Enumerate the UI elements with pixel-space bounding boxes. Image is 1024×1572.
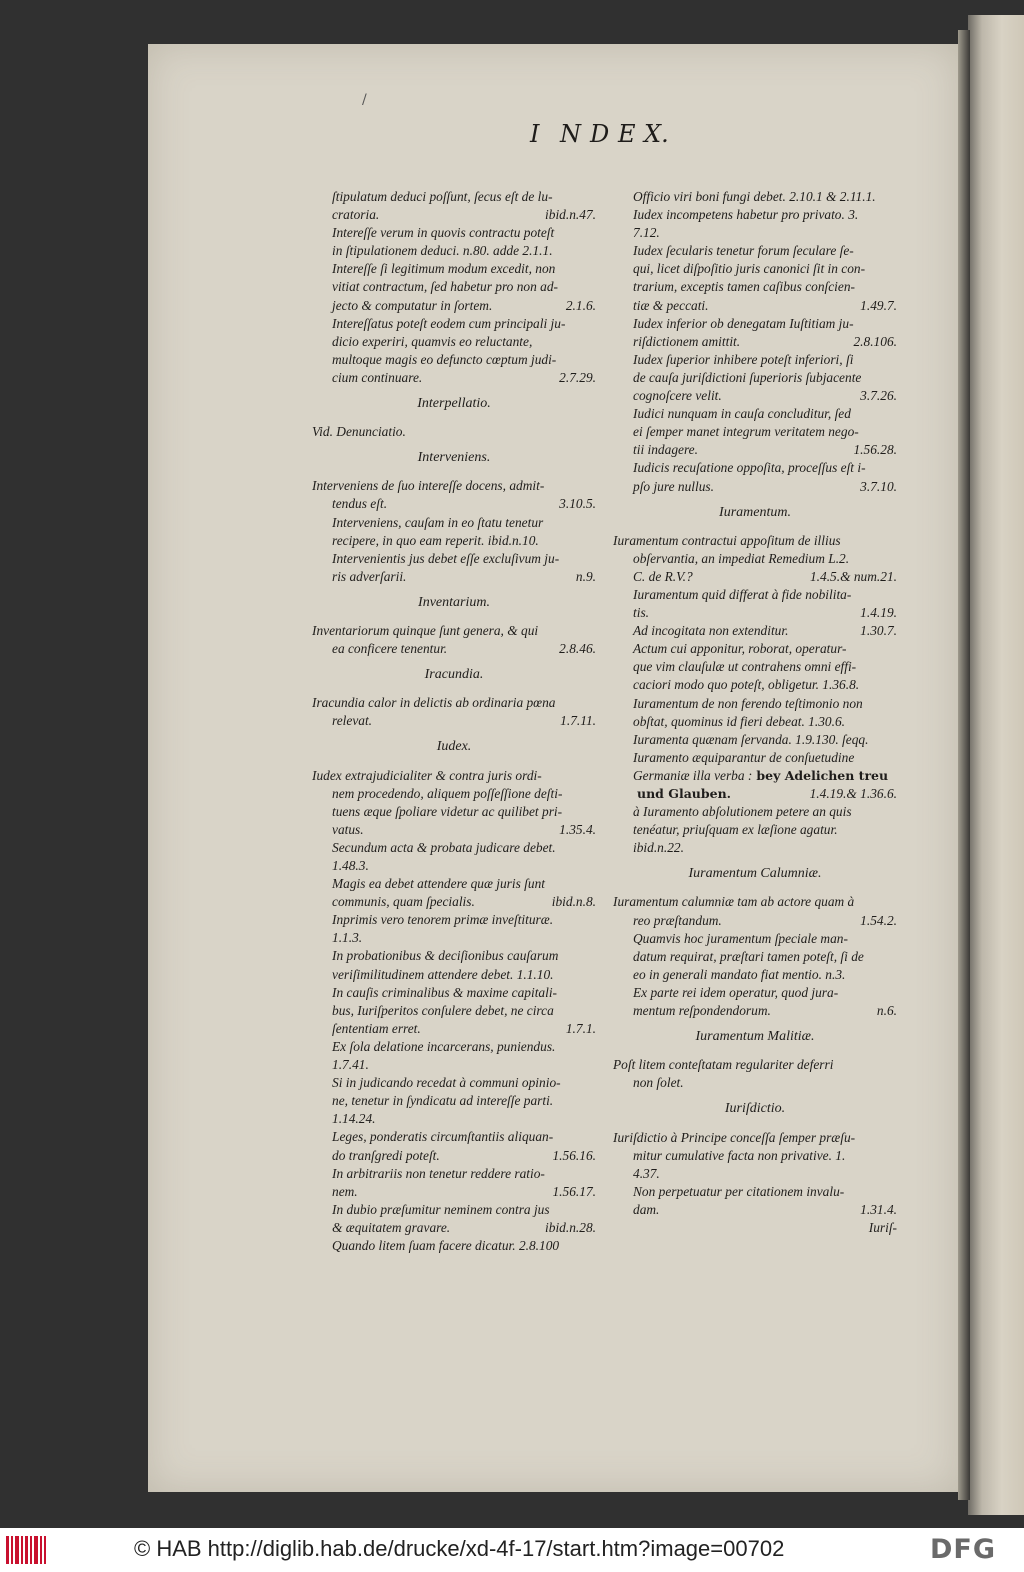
- index-entry-text: Quando litem ſuam facere dicatur. 2.8.100: [332, 1237, 560, 1253]
- index-column-left: [312, 188, 596, 1255]
- index-line: [613, 423, 897, 441]
- index-reference: ibid.n.8.: [551, 894, 596, 910]
- index-entry-text: nem.: [332, 1183, 358, 1199]
- index-line: [613, 1147, 897, 1165]
- index-line: [613, 441, 897, 459]
- fraktur-text: bey Adelichen treu: [756, 767, 889, 783]
- facing-page-edge: [968, 15, 1024, 1515]
- index-line: [312, 640, 596, 658]
- index-line: [613, 405, 897, 423]
- index-entry-text: de cauſa juriſdictioni ſuperioris ſubjacente: [633, 369, 862, 385]
- index-reference: ibid.n.28.: [545, 1219, 596, 1235]
- index-line: [613, 1074, 897, 1092]
- index-line: [312, 550, 596, 568]
- index-reference: 1.4.5.& num.21.: [809, 568, 897, 584]
- index-entry-text: 1.1.3.: [332, 930, 363, 946]
- index-line: [613, 297, 897, 315]
- index-entry-text: ibid.n.22.: [633, 840, 684, 856]
- index-line: [613, 333, 897, 351]
- index-line: [312, 785, 596, 803]
- index-entry-text: Iudex incompetens habetur pro privato. 3.: [633, 207, 859, 223]
- index-entry-text: riſdictionem amittit.: [633, 333, 741, 349]
- index-line: [312, 1038, 596, 1056]
- index-reference: 1.30.7.: [860, 623, 897, 639]
- index-entry-text: eo in generali mandato fiat mentio. n.3.: [633, 966, 846, 982]
- index-line: [312, 947, 596, 965]
- index-entry-text: Interveniens de ſuo intereſſe docens, admit-: [312, 478, 545, 494]
- index-entry-text: do tranſgredi poteſt.: [332, 1147, 440, 1163]
- index-line: [312, 333, 596, 351]
- index-entry-text: Officio viri boni fungi debet. 2.10.1 & 2.11.1.: [633, 189, 876, 204]
- index-line: [312, 1002, 596, 1020]
- library-barcode-icon: [6, 1536, 46, 1564]
- index-entry-text: ea conficere tenentur.: [332, 641, 448, 657]
- index-line: [312, 315, 596, 333]
- index-entry-text: 1.14.24.: [332, 1111, 376, 1127]
- index-entry-text: Iudici nunquam in cauſa concluditur, ſed: [633, 406, 851, 422]
- index-line: [312, 984, 596, 1002]
- index-reference: 1.7.1.: [565, 1020, 596, 1036]
- index-entry-text: ſententiam erret.: [332, 1020, 421, 1036]
- index-line: [613, 206, 897, 224]
- index-line: [312, 821, 596, 839]
- index-line: [312, 1110, 596, 1128]
- index-line: [312, 297, 596, 315]
- index-entry-text: ris adverſarii.: [332, 568, 407, 584]
- index-entry-text: Iudex ſecularis tenetur forum ſeculare ſe-: [633, 243, 854, 259]
- index-entry-text: Ex ſola delatione incarcerans, puniendus.: [332, 1038, 556, 1054]
- index-line: [613, 767, 897, 785]
- index-line: [613, 803, 897, 821]
- index-line: [312, 622, 596, 640]
- header-letter: N: [560, 120, 581, 148]
- index-entry-text: dam.: [633, 1201, 660, 1217]
- index-line: [312, 188, 596, 206]
- index-entry-text: Iuramentum de non ferendo teſtimonio non: [633, 695, 863, 711]
- index-entry-text: tii indagere.: [633, 442, 698, 458]
- index-entry-text: Quamvis hoc juramentum ſpeciale man-: [633, 930, 848, 946]
- index-line: [613, 568, 897, 586]
- index-reference: n.6.: [876, 1003, 897, 1019]
- index-line: [613, 369, 897, 387]
- index-line: [613, 315, 897, 333]
- index-entry-text: qui, licet diſpoſitio juris canonici ſit in con-: [633, 261, 866, 277]
- index-entry-text: 7.12.: [633, 225, 660, 241]
- source-url-link[interactable]: © HAB http://diglib.hab.de/drucke/xd-4f-17/start.htm?image=00702: [134, 1536, 785, 1561]
- index-entry-text: pſo jure nullus.: [633, 478, 714, 494]
- index-entry-text: bus, Iuriſperitos conſulere debet, ne circa: [332, 1002, 554, 1018]
- index-line: [312, 893, 596, 911]
- index-line: [312, 260, 596, 278]
- index-reference: 1.54.2.: [860, 912, 897, 928]
- index-reference: 1.7.11.: [560, 713, 596, 729]
- index-entry-text: 1.7.41.: [332, 1057, 369, 1073]
- index-line: [312, 278, 596, 296]
- index-reference: 1.56.28.: [853, 442, 897, 458]
- index-reference: 3.7.10.: [860, 478, 897, 494]
- index-line: [613, 224, 897, 242]
- index-line: [312, 423, 596, 441]
- index-entry-text: vitiat contractum, ſed habetur pro non ad-: [332, 279, 558, 295]
- index-entry-text: Iracundia calor in delictis ab ordinaria pœna: [312, 695, 556, 711]
- index-line: [613, 1201, 897, 1219]
- index-line: [312, 242, 596, 260]
- index-entry-text: Leges, ponderatis circumſtantiis aliquan-: [332, 1129, 554, 1145]
- index-line: [613, 278, 897, 296]
- index-line: [312, 351, 596, 369]
- index-entry-text: Vid. Denunciatio.: [312, 424, 406, 440]
- index-line: [312, 694, 596, 712]
- index-line: [312, 929, 596, 947]
- index-reference: n.9.: [575, 568, 596, 584]
- index-line: [312, 495, 596, 513]
- index-entry-text: Germaniæ illa verba :: [633, 767, 753, 783]
- index-reference: 3.7.26.: [860, 388, 897, 404]
- index-entry-text: Iuriſdictio à Principe conceſſa ſemper præſu-: [613, 1129, 856, 1145]
- index-entry-text: tis.: [633, 605, 649, 621]
- index-entry-text: tendus eſt.: [332, 496, 388, 512]
- index-line: [613, 713, 897, 731]
- margin-mark: /: [362, 92, 367, 108]
- index-entry-text: 4.37.: [633, 1165, 660, 1181]
- index-entry-text: ne, tenetur in ſyndicatu ad intereſſe parti.: [332, 1093, 554, 1109]
- index-entry-text: Intervenientis jus debet eſſe excluſivum ju-: [332, 550, 560, 566]
- index-heading: Interveniens.: [417, 450, 491, 466]
- running-header: [380, 120, 780, 150]
- index-entry-text: Interveniens, cauſam in eo ſtatu tenetur: [332, 514, 544, 530]
- index-entry-text: Iudex inferior ob denegatam Iuſtitiam ju-: [633, 315, 854, 331]
- index-line: [613, 695, 897, 713]
- index-line: [613, 640, 897, 658]
- index-entry-text: communis, quam ſpecialis.: [332, 894, 475, 910]
- index-entry-text: Ex parte rei idem operatur, quod jura-: [633, 984, 839, 1000]
- index-reference: 2.8.106.: [853, 333, 897, 349]
- index-entry-text: à Iuramento abſolutionem petere an quis: [633, 804, 852, 820]
- index-entry-text: caciori modo quo poteſt, obligetur. 1.36.8.: [633, 677, 860, 693]
- index-heading: Iuramentum Malitiæ.: [695, 1029, 815, 1045]
- index-entry-text: Iudex extrajudicialiter & contra juris ordi-: [312, 767, 542, 783]
- index-line: [312, 1183, 596, 1201]
- index-entry-text: Iudicis recuſatione oppoſita, proceſſus eſt i-: [633, 460, 866, 476]
- index-entry-text: Intereſſe verum in quovis contractu poteſt: [332, 225, 555, 241]
- index-line: [312, 911, 596, 929]
- index-entry-text: Non perpetuatur per citationem invalu-: [633, 1183, 845, 1199]
- index-line: [312, 875, 596, 893]
- index-entry-text: In probationibus & deciſionibus cauſarum: [332, 948, 559, 964]
- index-line: [312, 206, 596, 224]
- index-line: [312, 1219, 596, 1237]
- index-line: [613, 532, 897, 550]
- index-heading: Iracundia.: [424, 667, 484, 683]
- index-heading: Iuramentum Calumniæ.: [688, 866, 822, 882]
- index-line: [312, 477, 596, 495]
- index-line: [613, 821, 897, 839]
- index-line: [613, 478, 897, 496]
- index-line: [312, 1074, 596, 1092]
- index-entry-text: que vim clauſulæ ut contrahens omni effi-: [633, 659, 857, 675]
- index-line: [613, 731, 897, 749]
- index-entry-text: Actum cui apponitur, roborat, operatur-: [633, 641, 847, 657]
- index-entry-text: In cauſis criminalibus & maxime capitali-: [332, 984, 558, 1000]
- index-entry-text: reo præſtandum.: [633, 912, 722, 928]
- index-entry-text: relevat.: [332, 713, 373, 729]
- index-line: [312, 1128, 596, 1146]
- index-entry-text: veriſimilitudinem attendere debet. 1.1.10.: [332, 966, 554, 982]
- index-heading: Interpellatio.: [417, 396, 491, 412]
- index-heading: Inventarium.: [418, 594, 490, 610]
- index-reference: 2.1.6.: [565, 297, 596, 313]
- index-entry-text: in ſtipulationem deduci. n.80. adde 2.1.1.: [332, 243, 553, 259]
- index-line: [312, 1056, 596, 1074]
- index-entry-text: Inprimis vero tenorem primæ inveſtituræ.: [332, 912, 554, 928]
- index-entry-text: Magis ea debet attendere quæ juris ſunt: [332, 876, 545, 892]
- index-entry-text: mentum reſpondendorum.: [633, 1003, 771, 1019]
- index-line: [312, 857, 596, 875]
- index-line: [312, 1147, 596, 1165]
- index-entry-text: ei ſemper manet integrum veritatem nego-: [633, 424, 859, 440]
- index-reference: 1.31.4.: [860, 1201, 897, 1217]
- index-entry-text: In dubio præſumitur neminem contra jus: [332, 1201, 550, 1217]
- index-line: [613, 930, 897, 948]
- index-reference: 1.56.16.: [552, 1147, 596, 1163]
- index-line: [613, 242, 897, 260]
- index-entry-text: Si in judicando recedat à communi opinio-: [332, 1075, 561, 1091]
- index-line: [613, 550, 897, 568]
- index-reference: 2.7.29.: [559, 369, 596, 385]
- index-entry-text: Iuramentum contractui appoſitum de illius: [613, 532, 841, 548]
- index-line: [312, 1237, 596, 1255]
- index-line: [613, 658, 897, 676]
- index-entry-text: non ſolet.: [633, 1075, 684, 1091]
- index-line: [312, 1201, 596, 1219]
- index-line: [613, 1002, 897, 1020]
- dfg-logo: DFG: [930, 1534, 997, 1565]
- index-entry-text: Iuramentum quid differat à fide nobilita-: [633, 586, 852, 602]
- index-line: [613, 260, 897, 278]
- index-reference: 2.8.46.: [559, 641, 596, 657]
- index-line: [613, 912, 897, 930]
- index-entry-text: mitur cumulative facta non privative. 1.: [633, 1147, 846, 1163]
- index-entry-text: Iuriſ-: [868, 1219, 897, 1235]
- index-entry-text: In arbitrariis non tenetur reddere ratio-: [332, 1165, 545, 1181]
- index-line: [613, 966, 897, 984]
- index-line: [312, 1020, 596, 1038]
- index-entry-text: obſtat, quominus id fieri debeat. 1.30.6.: [633, 713, 846, 729]
- index-entry-text: dicio experiri, quamvis eo reluctante,: [332, 333, 533, 349]
- index-entry-text: vatus.: [332, 821, 364, 837]
- index-entry-text: trarium, exceptis tamen caſibus conſcien-: [633, 279, 856, 295]
- index-line: [312, 767, 596, 785]
- index-entry-text: ſtipulatum deduci poſſunt, ſecus eſt de lu-: [332, 189, 553, 204]
- index-line: [613, 1056, 897, 1074]
- index-entry-text: Intereſſe ſi legitimum modum excedit, non: [332, 261, 556, 277]
- index-entry-text: Secundum acta & probata judicare debet.: [332, 839, 556, 855]
- index-reference: ibid.n.47.: [545, 207, 596, 223]
- index-line: [613, 1165, 897, 1183]
- header-letter: I: [530, 120, 540, 148]
- index-line: [613, 387, 897, 405]
- index-line: [312, 712, 596, 730]
- footer-bar: [0, 1528, 1024, 1572]
- index-entry-text: cium continuare.: [332, 369, 423, 385]
- header-letter: D: [590, 120, 610, 148]
- index-line: [613, 839, 897, 857]
- index-entry-text: Iuramentum calumniæ tam ab actore quam à: [613, 894, 855, 910]
- index-line: [312, 803, 596, 821]
- index-entry-text: recipere, in quo eam reperit. ibid.n.10.: [332, 532, 539, 548]
- index-entry-text: Poſt litem conteſtatam regulariter deferri: [613, 1057, 834, 1073]
- index-reference: 1.49.7.: [860, 297, 897, 313]
- index-line: [613, 948, 897, 966]
- index-reference: 3.10.5.: [559, 496, 596, 512]
- index-entry-text: tenéatur, priuſquam ex læſione agatur.: [633, 822, 838, 838]
- index-line: [312, 514, 596, 532]
- index-line: [613, 1129, 897, 1147]
- index-reference: 1.35.4.: [559, 821, 596, 837]
- index-entry-text: obſervantia, an impediat Remedium L.2.: [633, 550, 850, 566]
- index-line: [613, 676, 897, 694]
- index-entry-text: tuens æque ſpoliare videtur ac quilibet pri-: [332, 803, 563, 819]
- index-line: [613, 785, 897, 803]
- index-line: [312, 369, 596, 387]
- index-line: [613, 459, 897, 477]
- index-line: [312, 1092, 596, 1110]
- index-line: [613, 984, 897, 1002]
- index-entry-text: Inventariorum quinque ſunt genera, & qui: [312, 622, 539, 638]
- index-entry-text: tiæ & peccati.: [633, 297, 709, 313]
- index-line: [613, 1183, 897, 1201]
- index-entry-text: Iuramenta quænam ſervanda. 1.9.130. ſeqq.: [633, 731, 869, 747]
- index-line: [613, 1219, 897, 1237]
- index-entry-text: cognoſcere velit.: [633, 388, 722, 404]
- index-line: [312, 568, 596, 586]
- index-line: [312, 839, 596, 857]
- index-entry-text: jecto & computatur in ſortem.: [332, 297, 493, 313]
- index-reference: 1.4.19.& 1.36.6.: [809, 786, 897, 801]
- index-entry-text: Iudex ſuperior inhibere poteſt inferiori, ſi: [633, 351, 854, 367]
- index-line: [312, 1165, 596, 1183]
- index-entry-text: nem procedendo, aliquem poſſeſſione deſti-: [332, 785, 563, 801]
- index-line: [613, 586, 897, 604]
- index-entry-text: Intereſſatus poteſt eodem cum principali ju-: [332, 315, 566, 331]
- index-entry-text: datum requirat, præſtari tamen poteſt, ſi de: [633, 948, 864, 964]
- index-line: [613, 604, 897, 622]
- index-entry-text: & æquitatem gravare.: [332, 1219, 451, 1235]
- index-line: [613, 351, 897, 369]
- index-entry-text: 1.48.3.: [332, 858, 369, 873]
- index-line: [613, 188, 897, 206]
- index-reference: 1.56.17.: [552, 1183, 596, 1199]
- fraktur-text: und Glauben.: [637, 786, 732, 801]
- index-entry-text: cratoria.: [332, 207, 380, 223]
- index-entry-text: C. de R.V.?: [633, 568, 693, 584]
- page-gutter-shadow: [958, 30, 970, 1500]
- index-line: [613, 622, 897, 640]
- index-heading: Iuriſdictio.: [724, 1101, 786, 1117]
- index-entry-text: Iuramento æquiparantur de conſuetudine: [633, 749, 855, 765]
- index-entry-text: multoque magis eo defuncto cœptum judi-: [332, 351, 557, 367]
- header-letter: E: [618, 120, 636, 148]
- index-column-right: [613, 188, 897, 1237]
- header-letter: X.: [644, 120, 669, 148]
- index-line: [312, 224, 596, 242]
- index-entry-text: Ad incogitata non extenditur.: [633, 623, 789, 639]
- index-line: [312, 966, 596, 984]
- index-line: [312, 532, 596, 550]
- index-heading: Iuramentum.: [719, 504, 791, 520]
- index-line: [613, 893, 897, 911]
- index-reference: 1.4.19.: [860, 605, 897, 621]
- index-line: [613, 749, 897, 767]
- index-heading: Iudex.: [436, 739, 472, 755]
